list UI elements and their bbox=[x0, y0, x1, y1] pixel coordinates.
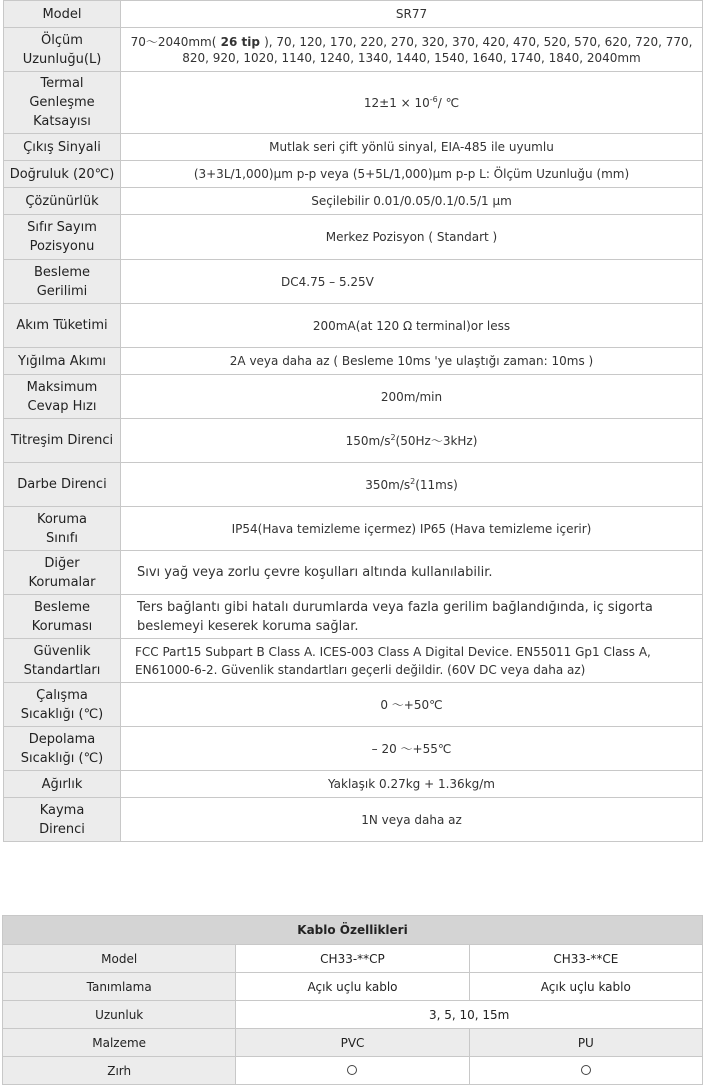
spec-value: Sıvı yağ veya zorlu çevre koşulları altında kullanılabilir. bbox=[121, 551, 703, 595]
spec-row-thermal bbox=[4, 72, 703, 134]
spec-row-output bbox=[4, 134, 703, 161]
spec-label: Ağırlık bbox=[4, 771, 121, 798]
spec-label: Besleme Koruması bbox=[4, 595, 121, 639]
value-sup: -6 bbox=[429, 94, 438, 104]
cable-cp-value: Açık uçlu kablo bbox=[236, 973, 469, 1001]
spec-value: DC4.75 – 5.25V bbox=[121, 260, 703, 304]
cable-cp-value: CH33-**CP bbox=[236, 945, 469, 973]
spec-value: SR77 bbox=[121, 1, 703, 28]
spec-value: 0 ～+50℃ bbox=[121, 683, 703, 727]
spec-row-zero-count bbox=[4, 215, 703, 260]
spec-row-supply-protection bbox=[4, 595, 703, 639]
spec-value bbox=[121, 419, 703, 463]
cable-both-value: 3, 5, 10, 15m bbox=[236, 1001, 703, 1029]
cable-cp-value bbox=[236, 1057, 469, 1085]
spec-value: Mutlak seri çift yönlü sinyal, EIA-485 ile uyumlu bbox=[121, 134, 703, 161]
cable-row-material bbox=[3, 1029, 703, 1057]
spec-value: Merkez Pozisyon ( Standart ) bbox=[121, 215, 703, 260]
cable-row-model bbox=[3, 945, 703, 973]
spec-row-shock bbox=[4, 463, 703, 507]
cable-label: Tanımlama bbox=[3, 973, 236, 1001]
value-text: 150m/s bbox=[345, 433, 391, 448]
value-bold: 26 tip bbox=[216, 34, 265, 49]
spec-row-weight bbox=[4, 771, 703, 798]
value-text: (50Hz～3kHz) bbox=[395, 433, 478, 448]
cable-label: Uzunluk bbox=[3, 1001, 236, 1029]
spec-label: Termal Genleşme Katsayısı bbox=[4, 72, 121, 134]
cable-title-row bbox=[3, 916, 703, 945]
spec-row-supply-voltage bbox=[4, 260, 703, 304]
spec-row-protection-class bbox=[4, 507, 703, 551]
spec-label: Darbe Direnci bbox=[4, 463, 121, 507]
spec-row-accuracy bbox=[4, 161, 703, 188]
spec-row-other-protection bbox=[4, 551, 703, 595]
spec-label: Koruma Sınıfı bbox=[4, 507, 121, 551]
cable-ce-value: CH33-**CE bbox=[469, 945, 702, 973]
cable-row-description bbox=[3, 973, 703, 1001]
value-text: ), 70, 120, 170, 220, 270, 320, 370, 420, 470, 520, 570, 620, 720, 770, 820, 920, 1020, 1140, 1240, 1340, 1440, 1540, 1640, 1740, 1840, 2040mm bbox=[182, 34, 693, 65]
cable-row-shield bbox=[3, 1057, 703, 1085]
spec-value: 200mA(at 120 Ω terminal)or less bbox=[121, 304, 703, 348]
spec-label: Besleme Gerilimi bbox=[4, 260, 121, 304]
spec-label: Maksimum Cevap Hızı bbox=[4, 375, 121, 419]
spec-label: Yığılma Akımı bbox=[4, 348, 121, 375]
value-text: / ℃ bbox=[437, 95, 460, 110]
spec-value: FCC Part15 Subpart B Class A. ICES-003 Class A Digital Device. EN55011 Gp1 Class A, EN61000-6-2. Güvenlik standartları geçerli değildir. (60V DC veya daha az) bbox=[121, 639, 703, 683]
spec-row-vibration bbox=[4, 419, 703, 463]
cable-label: Zırh bbox=[3, 1057, 236, 1085]
cable-row-length bbox=[3, 1001, 703, 1029]
value-sup: 2 bbox=[410, 476, 416, 486]
spec-label: Depolama Sıcaklığı (℃) bbox=[4, 727, 121, 771]
spec-label: Diğer Korumalar bbox=[4, 551, 121, 595]
cable-label: Model bbox=[3, 945, 236, 973]
spec-label: Model bbox=[4, 1, 121, 28]
spec-table bbox=[3, 0, 703, 842]
spec-row-storage-temp bbox=[4, 727, 703, 771]
spec-row-sliding-resistance bbox=[4, 798, 703, 842]
spec-label: Çözünürlük bbox=[4, 188, 121, 215]
cable-table bbox=[2, 915, 703, 1085]
cable-ce-value: Açık uçlu kablo bbox=[469, 973, 702, 1001]
spec-value bbox=[121, 72, 703, 134]
spec-label: Ölçüm Uzunluğu(L) bbox=[4, 28, 121, 72]
spec-row-resolution bbox=[4, 188, 703, 215]
cable-ce-value: PU bbox=[469, 1029, 702, 1057]
spec-label: Akım Tüketimi bbox=[4, 304, 121, 348]
spec-row-measuring-length bbox=[4, 28, 703, 72]
cable-title: Kablo Özellikleri bbox=[3, 916, 703, 945]
value-text: 350m/s bbox=[365, 477, 411, 492]
spec-value: Seçilebilir 0.01/0.05/0.1/0.5/1 μm bbox=[121, 188, 703, 215]
circle-icon bbox=[581, 1065, 591, 1075]
cable-cp-value: PVC bbox=[236, 1029, 469, 1057]
spec-label: Sıfır Sayım Pozisyonu bbox=[4, 215, 121, 260]
spec-label: Kayma Direnci bbox=[4, 798, 121, 842]
spec-row-inrush bbox=[4, 348, 703, 375]
spec-value: – 20 ～+55℃ bbox=[121, 727, 703, 771]
spec-row-model bbox=[4, 1, 703, 28]
spec-value bbox=[121, 28, 703, 72]
spec-row-max-speed bbox=[4, 375, 703, 419]
spec-row-operating-temp bbox=[4, 683, 703, 727]
circle-icon bbox=[347, 1065, 357, 1075]
spec-value: Ters bağlantı gibi hatalı durumlarda veya fazla gerilim bağlandığında, iç sigorta beslemeyi keserek koruma sağlar. bbox=[121, 595, 703, 639]
value-text: 12±1 × 10 bbox=[363, 95, 430, 110]
spec-value: IP54(Hava temizleme içermez) IP65 (Hava temizleme içerir) bbox=[121, 507, 703, 551]
spec-value: Yaklaşık 0.27kg + 1.36kg/m bbox=[121, 771, 703, 798]
spec-row-safety-standards bbox=[4, 639, 703, 683]
spec-value: (3+3L/1,000)μm p-p veya (5+5L/1,000)μm p-p L: Ölçüm Uzunluğu (mm) bbox=[121, 161, 703, 188]
spec-value: 2A veya daha az ( Besleme 10ms 'ye ulaştığı zaman: 10ms ) bbox=[121, 348, 703, 375]
value-text: (11ms) bbox=[415, 477, 458, 492]
spec-label: Çıkış Sinyali bbox=[4, 134, 121, 161]
spec-label: Çalışma Sıcaklığı (℃) bbox=[4, 683, 121, 727]
spec-label: Doğruluk (20℃) bbox=[4, 161, 121, 188]
spec-value: 1N veya daha az bbox=[121, 798, 703, 842]
spec-label: Titreşim Direnci bbox=[4, 419, 121, 463]
value-sup: 2 bbox=[390, 432, 396, 442]
value-text: 70～2040mm( bbox=[130, 34, 217, 49]
spec-label: Güvenlik Standartları bbox=[4, 639, 121, 683]
spec-value: 200m/min bbox=[121, 375, 703, 419]
spec-row-current bbox=[4, 304, 703, 348]
spec-value bbox=[121, 463, 703, 507]
cable-ce-value bbox=[469, 1057, 702, 1085]
cable-label: Malzeme bbox=[3, 1029, 236, 1057]
